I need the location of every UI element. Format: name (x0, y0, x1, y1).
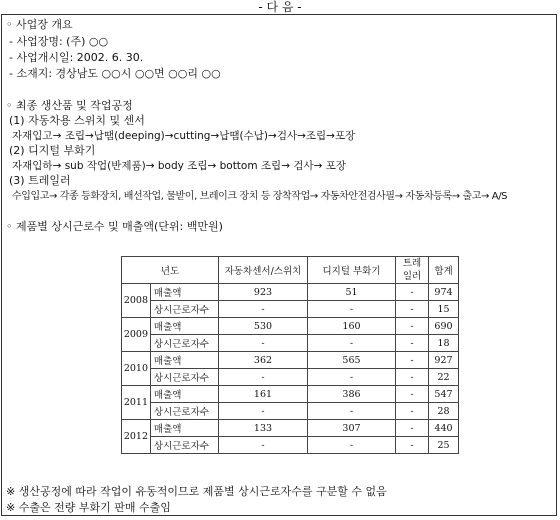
digital-incubator-value: - (308, 335, 396, 352)
item-label: 상시근로자수 (150, 437, 218, 454)
year-cell: 2010 (122, 352, 151, 386)
trailer-value: - (396, 386, 429, 403)
table-header-row (122, 257, 459, 284)
digital-incubator-value: - (308, 437, 396, 454)
total-value: 22 (429, 369, 459, 386)
total-value: 15 (429, 301, 459, 318)
year-cell: 2012 (122, 420, 151, 454)
total-value: 974 (429, 284, 459, 301)
item-label: 상시근로자수 (150, 335, 218, 352)
table-row (122, 369, 459, 386)
digital-incubator-value: 386 (308, 386, 396, 403)
sensor-switch-value: 923 (219, 284, 308, 301)
trailer-value: - (396, 420, 429, 437)
item-label: 매출액 (150, 420, 218, 437)
total-value: 440 (429, 420, 459, 437)
year-cell: 2009 (122, 318, 151, 352)
trailer-value: - (396, 352, 429, 369)
table-row (122, 301, 459, 318)
table-row (122, 437, 459, 454)
sensor-switch-value: - (219, 437, 308, 454)
page-header: - 다 음 - (258, 0, 302, 14)
item-label: 매출액 (150, 318, 218, 335)
digital-incubator-value: 160 (308, 318, 396, 335)
total-value: 927 (429, 352, 459, 369)
section-business-overview-title: ◦ 사업장 개요 (6, 18, 73, 31)
trailer-value: - (396, 284, 429, 301)
sensor-switch-value: 530 (219, 318, 308, 335)
header-year: 년도 (122, 257, 219, 284)
digital-incubator-value: - (308, 301, 396, 318)
trailer-value: - (396, 301, 429, 318)
table-row (122, 284, 459, 301)
table-row (122, 335, 459, 352)
header-sensor-switch: 자동차센서/스위치 (219, 257, 308, 284)
item-label: 매출액 (150, 352, 218, 369)
product2-title: (2) 디지털 부화기 (9, 144, 96, 157)
sensor-switch-value: 133 (219, 420, 308, 437)
product1-title: (1) 자동차용 스위치 및 센서 (9, 114, 145, 127)
trailer-value: - (396, 403, 429, 420)
total-value: 28 (429, 403, 459, 420)
item-label: 상시근로자수 (150, 369, 218, 386)
table-row (122, 318, 459, 335)
digital-incubator-value: - (308, 369, 396, 386)
note-2: ※ 수출은 전량 부화기 판매 수출임 (6, 501, 171, 514)
header-trailer: 트레 일러 (396, 257, 429, 284)
item-label: 상시근로자수 (150, 301, 218, 318)
digital-incubator-value: 51 (308, 284, 396, 301)
sensor-switch-value: - (219, 301, 308, 318)
digital-incubator-value: 307 (308, 420, 396, 437)
product3-title: (3) 트레일러 (9, 174, 71, 187)
product3-process: 수입입고→ 각종 등화장치, 배선작업, 물받이, 브레이크 장치 등 장착작업→ 자동차안전검사필→ 자동차등록→ 출고→ A/S (12, 191, 508, 202)
business-start-date: - 사업개시일: 2002. 6. 30. (9, 51, 144, 64)
total-value: 547 (429, 386, 459, 403)
total-value: 25 (429, 437, 459, 454)
table-row (122, 403, 459, 420)
business-location: - 소재지: 경상남도 ○○시 ○○면 ○○리 ○○ (9, 67, 221, 80)
product1-process: 자재입고→ 조립→납땜(deeping)→cutting→납땜(수납)→검사→조립→포장 (12, 130, 356, 142)
item-label: 상시근로자수 (150, 403, 218, 420)
section-workers-sales-title: ◦ 제품별 상시근로수 및 매출액(단위: 백만원) (6, 220, 223, 233)
table-row (122, 420, 459, 437)
product2-process: 자재입하→ sub 작업(반제품)→ body 조립→ bottom 조립→ 검사→ 포장 (12, 160, 347, 172)
trailer-value: - (396, 335, 429, 352)
year-cell: 2008 (122, 284, 151, 318)
sensor-switch-value: - (219, 335, 308, 352)
header-digital-incubator: 디지털 부화기 (308, 257, 396, 284)
total-value: 18 (429, 335, 459, 352)
business-name: - 사업장명: (주) ○○ (9, 35, 109, 48)
table-row (122, 386, 459, 403)
note-1: ※ 생산공정에 따라 작업이 유동적이므로 제품별 상시근로자수를 구분할 수 없음 (6, 485, 387, 498)
trailer-value: - (396, 318, 429, 335)
sensor-switch-value: 161 (219, 386, 308, 403)
item-label: 매출액 (150, 386, 218, 403)
total-value: 690 (429, 318, 459, 335)
year-cell: 2011 (122, 386, 151, 420)
trailer-value: - (396, 369, 429, 386)
digital-incubator-value: 565 (308, 352, 396, 369)
digital-incubator-value: - (308, 403, 396, 420)
table-row (122, 352, 459, 369)
header-total: 합계 (429, 257, 459, 284)
section-products-title: ◦ 최종 생산품 및 작업공정 (6, 99, 133, 112)
sensor-switch-value: - (219, 403, 308, 420)
sensor-switch-value: - (219, 369, 308, 386)
trailer-value: - (396, 437, 429, 454)
workers-sales-table (121, 256, 459, 454)
item-label: 매출액 (150, 284, 218, 301)
sensor-switch-value: 362 (219, 352, 308, 369)
